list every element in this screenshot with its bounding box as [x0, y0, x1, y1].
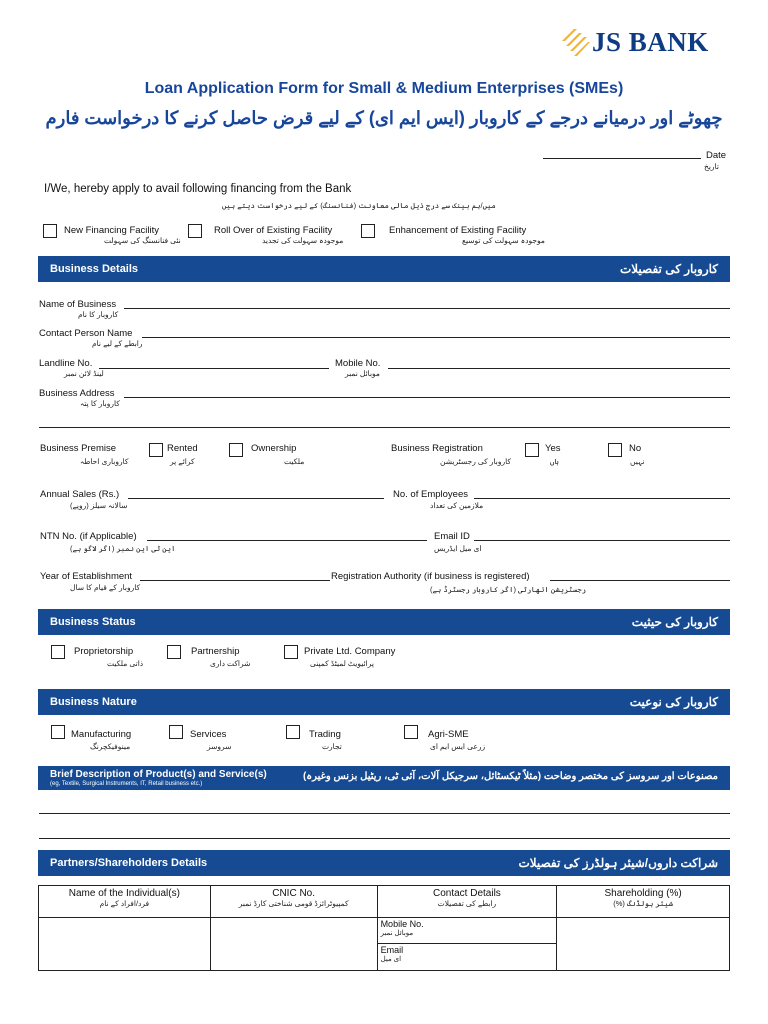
ownership-label-urdu: ملکیت [284, 457, 305, 466]
landline-label-urdu: لینڈ لائن نمبر [64, 369, 104, 378]
registration-no-label-urdu: نہیں [630, 457, 645, 466]
business-details-title: Business Details [50, 263, 139, 275]
col-shareholding-label: Shareholding (%) [604, 888, 682, 899]
business-address-label: Business Address [39, 388, 115, 399]
partner-mobile-label: Mobile No. [380, 919, 424, 929]
ntn-label-urdu: این ٹی این نمبر (اگر لاگو ہے) [70, 544, 176, 553]
email-label-urdu: ای میل ایڈریس [434, 544, 482, 553]
ownership-checkbox[interactable] [229, 443, 243, 457]
mobile-label: Mobile No. [335, 358, 381, 369]
business-registration-label-urdu: کاروبار کی رجسٹریشن [440, 457, 511, 466]
registration-yes-label: Yes [545, 443, 561, 454]
contact-person-field[interactable] [142, 337, 730, 338]
bank-name: JS BANK [592, 26, 709, 57]
partner-email-label: Email [380, 945, 404, 955]
manufacturing-checkbox[interactable] [51, 725, 65, 739]
col-name-label: Name of the Individual(s) [68, 888, 180, 899]
enhancement-checkbox[interactable] [361, 224, 375, 238]
landline-label: Landline No. [39, 358, 93, 369]
partner-email-cell[interactable] [378, 944, 557, 970]
partners-table-header-row [39, 886, 730, 918]
rollover-label-urdu: موجودہ سہولت کی تجدید [262, 236, 344, 245]
employees-label: No. of Employees [393, 489, 468, 500]
business-premise-label: Business Premise [40, 443, 117, 454]
partners-title-urdu: شراکت داروں/شیئر ہولڈرز کی تفصیلات [518, 856, 718, 870]
email-label: Email ID [434, 531, 470, 542]
rented-label-urdu: کرائے پر [170, 457, 195, 466]
manufacturing-label-urdu: مینوفیکچرنگ [90, 742, 131, 751]
private-ltd-checkbox[interactable] [284, 645, 298, 659]
rented-checkbox[interactable] [149, 443, 163, 457]
partner-mobile-cell[interactable] [378, 918, 557, 944]
col-cnic-label: CNIC No. [272, 888, 316, 899]
col-cnic [210, 886, 377, 918]
partnership-checkbox[interactable] [167, 645, 181, 659]
description-title-urdu: مصنوعات اور سروسز کی مختصر وضاحت (مثلاً ٹیکسٹائل، سرجیکل آلات، آئی ٹی، ریٹیل بزنس وغیرہ) [302, 771, 718, 782]
rented-label: Rented [167, 443, 198, 454]
date-label-urdu: تاریخ [704, 162, 719, 171]
registration-no-checkbox[interactable] [608, 443, 622, 457]
trading-checkbox[interactable] [286, 725, 300, 739]
ntn-label: NTN No. (if Applicable) [40, 531, 137, 542]
services-label: Services [190, 729, 227, 740]
agri-sme-label-urdu: زرعی ایس ایم ای [430, 742, 486, 751]
col-cnic-label-urdu: کمپیوٹرائزڈ قومی شناختی کارڈ نمبر [238, 899, 349, 908]
col-shareholding-label-urdu: شیئر ہولڈنگ (%) [613, 899, 674, 908]
date-label: Date [706, 150, 727, 161]
services-label-urdu: سروسز [207, 742, 232, 751]
manufacturing-label: Manufacturing [71, 729, 132, 740]
registration-no-label: No [629, 443, 642, 454]
partner-shareholding-cell[interactable] [557, 918, 730, 971]
col-contact-label-urdu: رابطے کی تفصیلات [437, 899, 497, 908]
business-address-field-line-2[interactable] [39, 427, 730, 428]
col-contact-label: Contact Details [433, 888, 501, 899]
private-ltd-label: Private Ltd. Company [304, 646, 396, 657]
annual-sales-label: Annual Sales (Rs.) [40, 489, 120, 500]
annual-sales-label-urdu: سالانہ سیلز (روپے) [70, 501, 128, 510]
bank-logo-icon [560, 27, 590, 57]
enhancement-label: Enhancement of Existing Facility [389, 225, 527, 236]
proprietorship-label-urdu: ذاتی ملکیت [107, 659, 144, 668]
agri-sme-label: Agri-SME [428, 729, 469, 740]
date-field[interactable] [543, 158, 701, 159]
rollover-label: Roll Over of Existing Facility [214, 225, 333, 236]
employees-field[interactable] [474, 498, 730, 499]
new-financing-label: New Financing Facility [64, 225, 160, 236]
mobile-field[interactable] [388, 368, 730, 369]
partners-title: Partners/Shareholders Details [50, 857, 208, 869]
business-name-field[interactable] [124, 308, 730, 309]
form-title: Loan Application Form for Small & Medium Enterprises (SMEs) [144, 80, 624, 97]
year-established-label-urdu: کاروبار کے قیام کا سال [70, 583, 141, 592]
business-name-label: Name of Business [39, 299, 117, 310]
services-checkbox[interactable] [169, 725, 183, 739]
employees-label-urdu: ملازمین کی تعداد [430, 501, 484, 510]
business-nature-title: Business Nature [50, 696, 137, 708]
business-nature-header [38, 689, 730, 715]
col-contact [377, 886, 557, 918]
annual-sales-field[interactable] [128, 498, 384, 499]
description-subtitle: (eg, Textile, Surgical Instruments, IT, Retail business etc.) [50, 781, 203, 787]
description-header [38, 766, 730, 790]
apply-statement: I/We, hereby apply to avail following financing from the Bank [44, 183, 352, 195]
trading-label-urdu: تجارت [322, 742, 342, 751]
partnership-label-urdu: شراکت داری [210, 659, 251, 668]
ntn-field[interactable] [147, 540, 427, 541]
partnership-label: Partnership [191, 646, 240, 657]
partner-contact-cell [377, 918, 557, 971]
business-address-label-urdu: کاروبار کا پتہ [80, 399, 120, 408]
registration-yes-checkbox[interactable] [525, 443, 539, 457]
landline-field[interactable] [99, 368, 329, 369]
business-status-title-urdu: کاروبار کی حیثیت [631, 615, 718, 629]
business-status-title: Business Status [50, 616, 136, 628]
rollover-checkbox[interactable] [188, 224, 202, 238]
description-field-line-2[interactable] [39, 838, 730, 839]
apply-statement-urdu: میں/ہم بینک سے درج ذیل مالی معاونت (فنانسنگ) کے لیے درخواست دیتے ہیں [222, 201, 496, 210]
partner-name-cell[interactable] [39, 918, 211, 971]
email-field[interactable] [474, 540, 730, 541]
partners-header [38, 850, 730, 876]
description-title: Brief Description of Product(s) and Service(s) [50, 769, 267, 780]
year-established-label: Year of Establishment [40, 571, 133, 582]
registration-authority-label: Registration Authority (if business is registered) [331, 571, 530, 582]
registration-yes-label-urdu: ہاں [550, 457, 559, 466]
business-premise-label-urdu: کاروباری احاطہ [80, 457, 129, 466]
partner-cnic-cell[interactable] [210, 918, 377, 971]
contact-person-label-urdu: رابطے کے لیے نام [92, 339, 143, 348]
contact-person-label: Contact Person Name [39, 328, 133, 339]
year-established-field[interactable] [140, 580, 330, 581]
new-financing-label-urdu: نئی فنانسنگ کی سہولت [104, 236, 181, 245]
col-name [39, 886, 211, 918]
proprietorship-checkbox[interactable] [51, 645, 65, 659]
col-shareholding [557, 886, 730, 918]
business-nature-title-urdu: کاروبار کی نوعیت [629, 695, 718, 709]
partners-table [38, 885, 730, 971]
js-bank-logo [560, 24, 735, 60]
business-registration-label: Business Registration [391, 443, 483, 454]
new-financing-checkbox[interactable] [43, 224, 57, 238]
enhancement-label-urdu: موجودہ سہولت کی توسیع [462, 236, 545, 245]
registration-authority-field[interactable] [550, 580, 730, 581]
business-details-header [38, 256, 730, 282]
business-address-field[interactable] [124, 397, 730, 398]
table-row [39, 918, 730, 971]
partner-mobile-label-urdu: موبائل نمبر [380, 930, 414, 937]
mobile-label-urdu: موبائل نمبر [345, 369, 380, 378]
ownership-label: Ownership [251, 443, 297, 454]
form-title-urdu: چھوٹے اور درمیانے درجے کے کاروبار (ایس ایم ای) کے لیے قرض حاصل کرنے کا درخواست فارم [45, 108, 723, 128]
business-name-label-urdu: کاروبار کا نام [78, 310, 119, 319]
proprietorship-label: Proprietorship [74, 646, 134, 657]
trading-label: Trading [309, 729, 341, 740]
description-field-line-1[interactable] [39, 813, 730, 814]
business-status-header [38, 609, 730, 635]
registration-authority-label-urdu: رجسٹریشن اتھارٹی (اگر کاروبار رجسٹرڈ ہے) [430, 585, 587, 594]
col-name-label-urdu: فرد/افراد کے نام [99, 899, 150, 908]
partner-email-label-urdu: ای میل [380, 956, 402, 963]
private-ltd-label-urdu: پرائیویٹ لمیٹڈ کمپنی [310, 659, 374, 668]
business-details-title-urdu: کاروبار کی تفصیلات [619, 262, 718, 276]
agri-sme-checkbox[interactable] [404, 725, 418, 739]
